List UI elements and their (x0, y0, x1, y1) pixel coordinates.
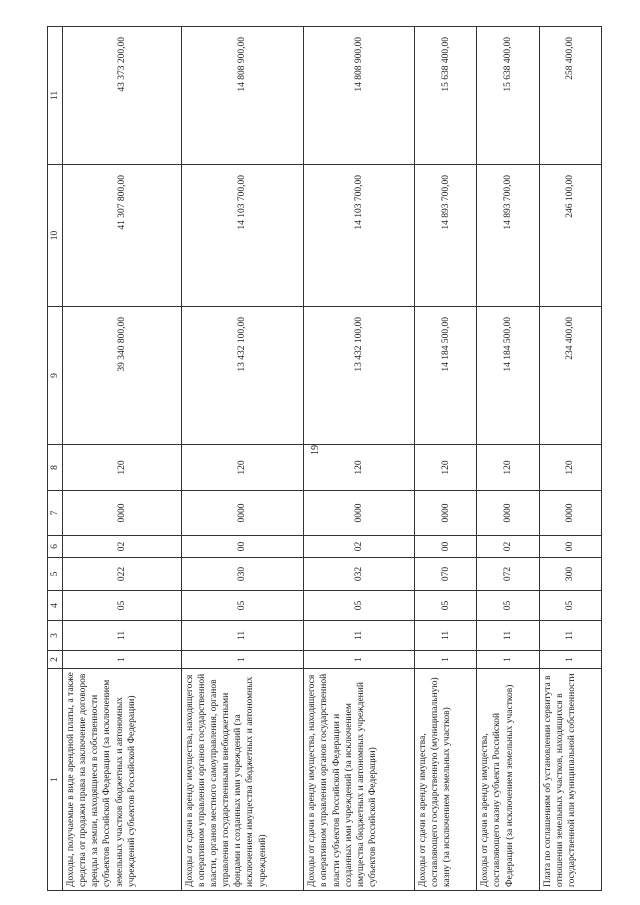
revenue-name-cell: Плата по соглашениям об установлении сервитута в отношении земельных участков, находящихся в государственной или муниципальной собственности (539, 669, 601, 891)
amount-cell: 14 893 700,00 (477, 165, 539, 307)
table-cell: 120 (477, 445, 539, 491)
table-cell: 1 (304, 651, 415, 669)
amount-cell: 43 373 200,00 (63, 27, 182, 165)
table-cell: 1 (477, 651, 539, 669)
table-cell: 0000 (539, 491, 601, 536)
table-cell: 11 (414, 621, 476, 651)
table-cell: 120 (181, 445, 304, 491)
table-cell: 05 (63, 591, 182, 621)
table-cell: 11 (63, 621, 182, 651)
table-cell: 11 (304, 621, 415, 651)
table-cell: 05 (539, 591, 601, 621)
table-cell: 1 (63, 651, 182, 669)
table-cell: 00 (414, 536, 476, 558)
table-cell: 0000 (304, 491, 415, 536)
column-header: 9 (48, 307, 63, 445)
amount-cell: 13 432 100,00 (304, 307, 415, 445)
amount-cell: 14 184 500,00 (477, 307, 539, 445)
amount-cell: 15 638 400,00 (414, 27, 476, 165)
table-cell: 00 (539, 536, 601, 558)
column-header: 2 (48, 651, 63, 669)
table-cell: 070 (414, 558, 476, 591)
table-cell: 120 (63, 445, 182, 491)
amount-cell: 15 638 400,00 (477, 27, 539, 165)
header-row (48, 27, 63, 891)
amount-cell: 14 893 700,00 (414, 165, 476, 307)
revenue-name-cell: Доходы от сдачи в аренду имущества, составляющего казну субъекта Российской Федерации (за исключением земельных участков) (477, 669, 539, 891)
revenue-name-cell: Доходы от сдачи в аренду имущества, составляющего государственную (муниципальную) казну (за исключением земельных участков) (414, 669, 476, 891)
amount-cell: 14 808 900,00 (181, 27, 304, 165)
column-header: 4 (48, 591, 63, 621)
table-cell: 02 (304, 536, 415, 558)
column-header: 7 (48, 491, 63, 536)
table-row (63, 27, 182, 891)
table-row (181, 27, 304, 891)
column-header: 5 (48, 558, 63, 591)
table-cell: 032 (304, 558, 415, 591)
revenue-name-cell: Доходы от сдачи в аренду имущества, находящегося в оперативном управлении органов государственной власти, органов местного самоуправления, органов управления государственными внебюджетными фондами и созданных ими учреждений (за исключением имущества бюджетных и автономных учреждений) (181, 669, 304, 891)
revenue-name-cell: Доходы, получаемые в виде арендной платы, а также средства от продажи права на заключение договоров аренды за земли, находящиеся в собственности субъектов Российской Федерации (за исключением земельных участков бюджетных и автономных учреждений субъектов Российской Федерации) (63, 669, 182, 891)
amount-cell: 258 400,00 (539, 27, 601, 165)
table-cell: 0000 (63, 491, 182, 536)
table-cell: 11 (477, 621, 539, 651)
table-cell: 120 (414, 445, 476, 491)
column-header: 10 (48, 165, 63, 307)
table-row (414, 27, 476, 891)
column-header: 11 (48, 27, 63, 165)
column-header: 8 (48, 445, 63, 491)
table-cell: 02 (477, 536, 539, 558)
table-cell: 05 (304, 591, 415, 621)
table-cell: 05 (414, 591, 476, 621)
amount-cell: 14 103 700,00 (304, 165, 415, 307)
table-cell: 022 (63, 558, 182, 591)
table-cell: 05 (181, 591, 304, 621)
amount-cell: 39 340 800,00 (63, 307, 182, 445)
rotated-table-container (47, 27, 602, 891)
table-cell: 05 (477, 591, 539, 621)
table-cell: 1 (414, 651, 476, 669)
amount-cell: 14 184 500,00 (414, 307, 476, 445)
amount-cell: 14 808 900,00 (304, 27, 415, 165)
table-row (477, 27, 539, 891)
table-cell: 0000 (477, 491, 539, 536)
column-header: 3 (48, 621, 63, 651)
table-cell: 120 (539, 445, 601, 491)
table-cell: 02 (63, 536, 182, 558)
table-cell: 072 (477, 558, 539, 591)
table-cell: 11 (181, 621, 304, 651)
budget-revenue-table (47, 26, 602, 891)
revenue-name-cell: Доходы от сдачи в аренду имущества, находящегося в оперативном управлении органов государственной власти субъектов Российской Федерации и созданных ими учреждений (за исключением имущества бюджетных и автономных учреждений субъектов Российской Федерации) (304, 669, 415, 891)
table-cell: 120 (304, 445, 415, 491)
amount-cell: 41 307 800,00 (63, 165, 182, 307)
amount-cell: 13 432 100,00 (181, 307, 304, 445)
table-row (304, 27, 415, 891)
amount-cell: 14 103 700,00 (181, 165, 304, 307)
table-cell: 0000 (414, 491, 476, 536)
table-cell: 0000 (181, 491, 304, 536)
table-cell: 00 (181, 536, 304, 558)
page-number: 19 (310, 445, 321, 455)
amount-cell: 234 400,00 (539, 307, 601, 445)
table-cell: 300 (539, 558, 601, 591)
column-header: 6 (48, 536, 63, 558)
amount-cell: 246 100,00 (539, 165, 601, 307)
table-cell: 030 (181, 558, 304, 591)
table-cell: 11 (539, 621, 601, 651)
table-cell: 1 (181, 651, 304, 669)
column-header: 1 (48, 669, 63, 891)
table-cell: 1 (539, 651, 601, 669)
table-row (539, 27, 601, 891)
